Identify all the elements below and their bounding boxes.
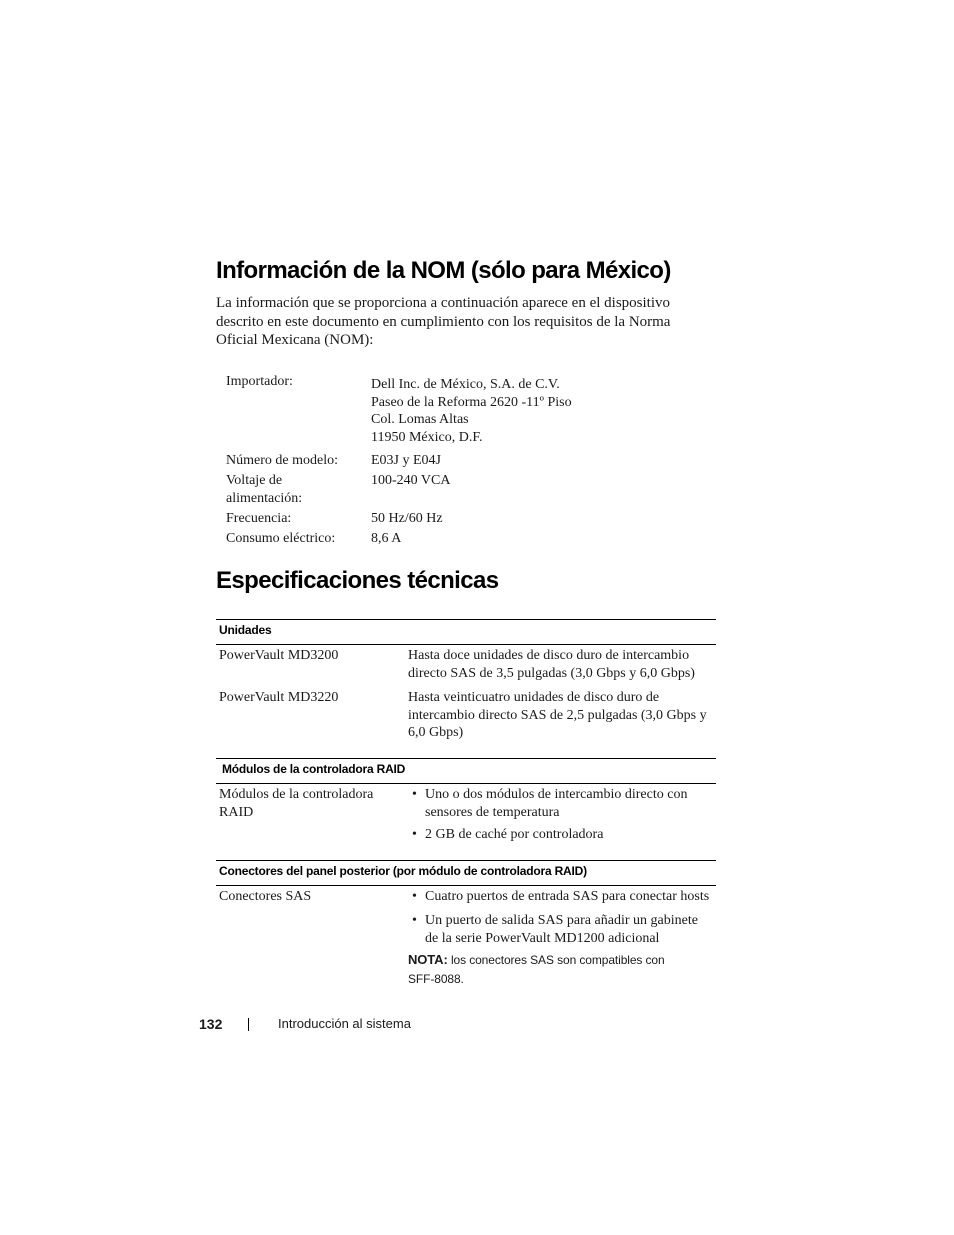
connectors-heading: Conectores del panel posterior (por módulo de controladora RAID) — [219, 864, 587, 878]
intro-line: Oficial Mexicana (NOM): — [216, 332, 374, 348]
raid-bullet-2 — [425, 826, 603, 844]
md3200-value — [408, 647, 695, 682]
footer-section-title: Introducción al sistema — [278, 1016, 411, 1031]
intro-line: descrito en este documento en cumplimiento con los requisitos de la Norma — [216, 313, 671, 330]
bullet-icon: • — [412, 889, 417, 904]
table-rule — [216, 783, 716, 784]
note-text: SFF-8088. — [408, 972, 464, 986]
connectors-bullet-1 — [425, 888, 709, 906]
voltage-label-line: Voltaje de — [226, 473, 283, 488]
table-rule — [216, 644, 716, 645]
bullet-line: Uno o dos módulos de intercambio directo con — [425, 787, 688, 802]
table-rule — [216, 885, 716, 886]
bullet-icon: • — [412, 913, 417, 928]
raid-heading: Módulos de la controladora RAID — [222, 762, 406, 776]
bullet-line: sensores de temperatura — [425, 804, 560, 820]
frequency-value: 50 Hz/60 Hz — [371, 511, 443, 526]
note-text: los conectores SAS son compatibles con — [450, 953, 665, 967]
raid-bullet-1 — [425, 786, 687, 821]
power-consumption-label: Consumo eléctrico: — [226, 531, 336, 546]
page-number: 132 — [199, 1016, 223, 1032]
model-value: E03J y E04J — [371, 453, 441, 468]
importer-value-line: 11950 México, D.F. — [371, 429, 483, 445]
power-consumption-value: 8,6 A — [371, 531, 402, 546]
label-line: RAID — [219, 804, 254, 820]
table-rule — [216, 860, 716, 861]
md3220-label: PowerVault MD3220 — [219, 690, 339, 705]
frequency-label: Frecuencia: — [226, 511, 292, 526]
bullet-icon: • — [412, 787, 417, 802]
note — [408, 950, 665, 989]
importer-value-line: Col. Lomas Altas — [371, 412, 469, 427]
intro-line: La información que se proporciona a continuación aparece en el dispositivo — [216, 295, 670, 311]
footer-divider — [248, 1018, 249, 1031]
sas-connectors-label: Conectores SAS — [219, 889, 312, 904]
voltage-label-line: alimentación: — [226, 490, 303, 506]
md3220-value — [408, 689, 707, 742]
value-line: intercambio directo SAS de 2,5 pulgadas (3,0 Gbps y — [408, 707, 707, 723]
value-line: 6,0 Gbps) — [408, 725, 464, 740]
connectors-bullet-2 — [425, 912, 698, 947]
importer-label: Importador: — [226, 374, 293, 389]
drives-heading: Unidades — [219, 623, 272, 637]
model-label: Número de modelo: — [226, 453, 338, 468]
specs-title: Especificaciones técnicas — [216, 567, 499, 594]
bullet-line: Un puerto de salida SAS para añadir un gabinete — [425, 913, 698, 928]
note-label: NOTA: — [408, 952, 448, 967]
value-line: directo SAS de 3,5 pulgadas (3,0 Gbps y 6,0 Gbps) — [408, 665, 695, 681]
md3200-label: PowerVault MD3200 — [219, 648, 339, 663]
bullet-icon: • — [412, 827, 417, 842]
nom-title: Información de la NOM (sólo para México) — [216, 257, 671, 284]
bullet-line: Cuatro puertos de entrada SAS para conectar hosts — [425, 889, 710, 904]
bullet-line: 2 GB de caché por controladora — [425, 827, 604, 842]
value-line: Hasta veinticuatro unidades de disco duro de — [408, 690, 660, 705]
importer-value-line: Paseo de la Reforma 2620 -11º Piso — [371, 394, 572, 410]
table-rule — [216, 758, 716, 759]
bullet-line: de la serie PowerVault MD1200 adicional — [425, 930, 660, 946]
label-line: Módulos de la controladora — [219, 787, 374, 802]
raid-label — [219, 786, 373, 821]
value-line: Hasta doce unidades de disco duro de intercambio — [408, 648, 690, 663]
table-rule — [216, 619, 716, 620]
importer-value-line: Dell Inc. de México, S.A. de C.V. — [371, 377, 560, 392]
nom-intro-paragraph — [216, 294, 716, 350]
voltage-value: 100-240 VCA — [371, 473, 451, 488]
